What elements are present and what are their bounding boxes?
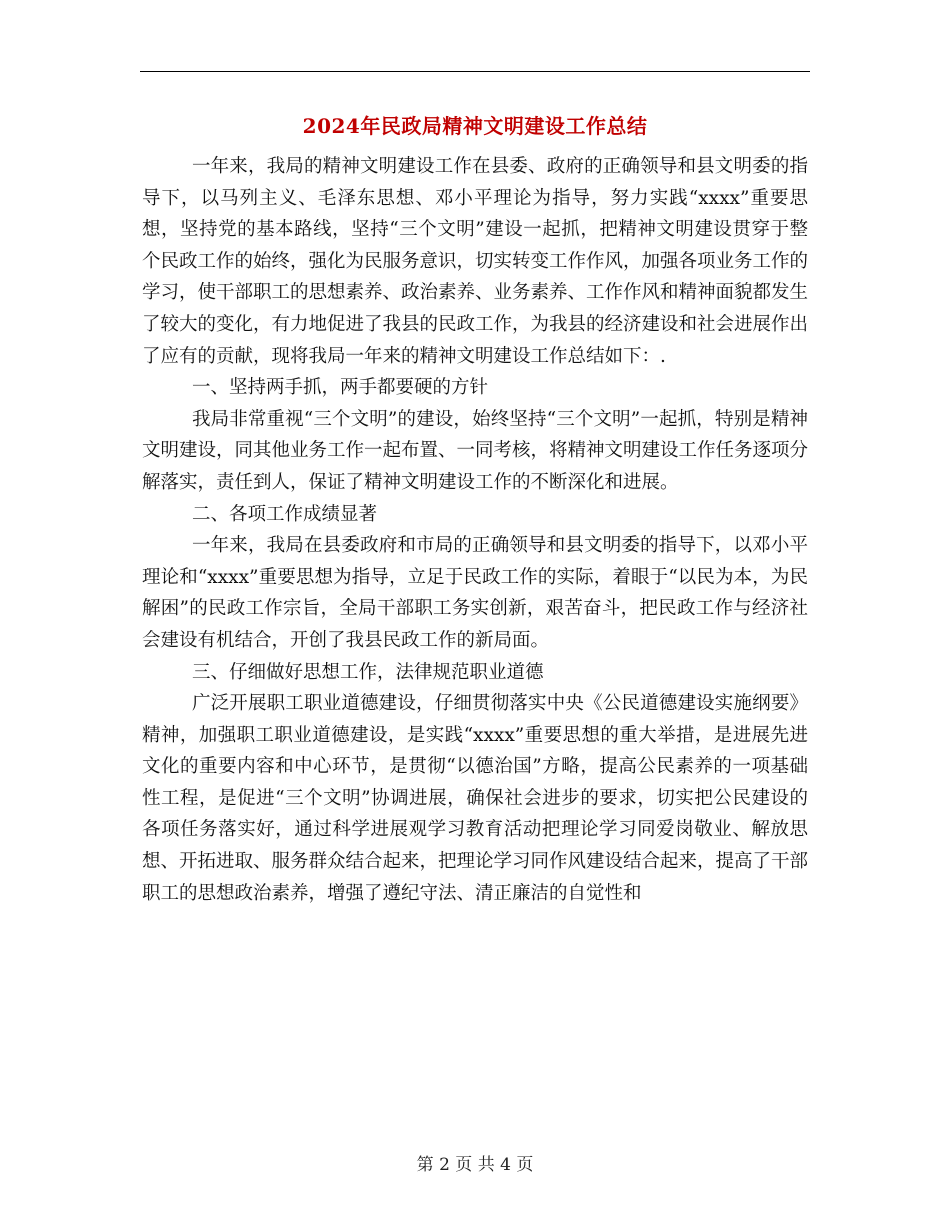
document-body xyxy=(142,151,808,909)
section-heading-2: 二、各项工作成绩显著 xyxy=(191,503,377,525)
document-title: 2024年民政局精神文明建设工作总结 xyxy=(302,114,648,138)
section-heading-3: 三、仔细做好思想工作，法律规范职业道德 xyxy=(191,661,544,683)
header-rule xyxy=(140,71,810,72)
intro-paragraph: 一年来，我局的精神文明建设工作在县委、政府的正确领导和县文明委的指导下，以马列主义、毛泽东思想、邓小平理论为指导，努力实践“xxxx”重要思想，坚持党的基本路线，坚持“三个文明”建设一起抓，把精神文明建设贯穿于整个民政工作的始终，强化为民服务意识，切实转变工作作风，加强各项业务工作的学习，使干部职工的思想素养、政治素养、业务素养、工作作风和精神面貌都发生了较大的变化，有力地促进了我县的民政工作，为我县的经济建设和社会进展作出了应有的贡献，现将我局一年来的精神文明建设工作总结如下：. xyxy=(142,156,809,367)
section-paragraph-3: 广泛开展职工职业道德建设，仔细贯彻落实中央《公民道德建设实施纲要》精神，加强职工职业道德建设，是实践“xxxx”重要思想的重大举措，是进展先进文化的重要内容和中心环节，是贯彻“以德治国”方略，提高公民素养的一项基础性工程，是促进“三个文明”协调进展，确保社会进步的要求，切实把公民建设的各项任务落实好，通过科学进展观学习教育活动把理论学习同爱岗敬业、解放思想、开拓进取、服务群众结合起来，把理论学习同作风建设结合起来，提高了干部职工的思想政治素养，增强了遵纪守法、清正廉洁的自觉性和 xyxy=(142,693,809,904)
section-paragraph-2: 一年来，我局在县委政府和市局的正确领导和县文明委的指导下，以邓小平理论和“xxxx”重要思想为指导，立足于民政工作的实际，着眼于“以民为本，为民解困”的民政工作宗旨，全局干部职工务实创新，艰苦奋斗，把民政工作与经济社会建设有机结合，开创了我县民政工作的新局面。 xyxy=(142,535,808,651)
section-heading-1: 一、坚持两手抓，两手都要硬的方针 xyxy=(191,377,488,399)
section-paragraph-1: 我局非常重视“三个文明”的建设，始终坚持“三个文明”一起抓，特别是精神文明建设，同其他业务工作一起布置、一同考核，将精神文明建设工作任务逐项分解落实，责任到人，保证了精神文明建设工作的不断深化和进展。 xyxy=(142,408,809,493)
page-number: 第 2 页 共 4 页 xyxy=(416,1155,534,1175)
